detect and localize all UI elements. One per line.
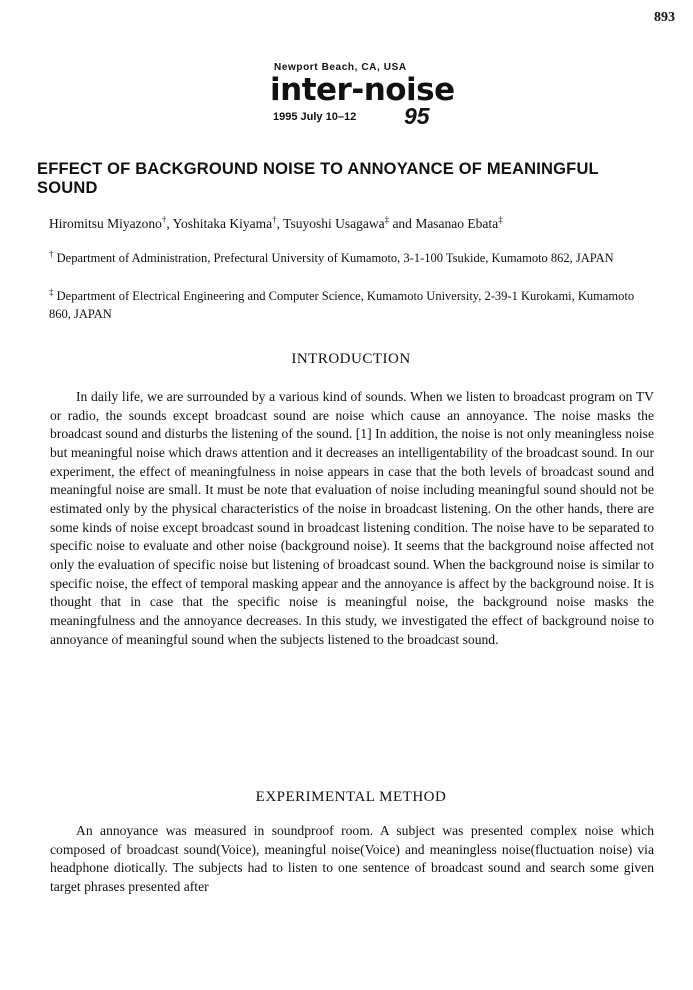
conference-dates: 1995 July 10–12 [273, 111, 357, 123]
author-name: Yoshitaka Kiyama [172, 216, 273, 231]
conference-logo: inter-noise [270, 72, 455, 108]
author-separator: , [166, 216, 173, 231]
affiliation-text: Department of Electrical Engineering and Computer Science, Kumamoto University, 2-39-1 Kurokami, Kumamoto 860, JAPAN [49, 289, 635, 321]
author-affiliation-mark: ‡ [384, 214, 390, 225]
affiliation [49, 249, 659, 267]
affiliation [49, 287, 659, 323]
author-affiliation-mark: ‡ [498, 214, 503, 225]
author-separator: and [389, 216, 416, 231]
introduction-paragraph: In daily life, we are surrounded by a various kind of sounds. When we listen to broadcast program on TV or radio, the sounds except broadcast sound are noise which cause an annoyance. The noise masks the broadcast sound and disturbs the listening of the sound. [1] In addition, the noise is not only meaningless noise but meaningful noise which draws attention and it decreases an intelligentability of the broadcast sound. In our experiment, the effect of meaningfulness in noise appears in case that the both levels of broadcast sound and meaningful noise are small. It must be note that evaluation of noise including meaningful sound should not be estimated only by the physical characteristics of the noise in broadcast listening. On the other hands, there are some kinds of noise except broadcast sound in broadcast listening condition. The noise have to be separated to specific noise to evaluate and other noise (background noise). It seems that the background noise affected not only the evaluation of specific noise but listening of broadcast sound. When the background noise is similar to specific noise, the effect of temporal masking appear and the annoyance is affect by the background noise. It is thought that in case that the specific noise is meaningful noise, the background noise masks the meaningfulness and the annoyance decreases. In this study, we investigated the effect of background noise to annoyance of meaningful sound when the subjects listened to the broadcast sound. [50, 389, 654, 647]
author-name: Hiromitsu Miyazono [49, 216, 162, 231]
affiliation-text: Department of Administration, Prefectural University of Kumamoto, 3-1-100 Tsukide, Kumamoto 862, JAPAN [56, 251, 614, 265]
affiliation-mark: ‡ [49, 286, 54, 297]
author-affiliation-mark: † [272, 214, 277, 225]
author-list [49, 216, 503, 232]
method-paragraph: An annoyance was measured in soundproof room. A subject was presented complex noise which composed of broadcast sound(Voice), meaningful noise(Voice) and meaningless noise(fluctuation noise) via headphone diotically. The subjects had to listen to one sentence of broadcast sound and search some given target phrases presented after [50, 823, 654, 894]
author-name: Tsuyoshi Usagawa [283, 216, 385, 231]
conference-location: Newport Beach, CA, USA [274, 62, 407, 73]
section-heading-introduction: INTRODUCTION [291, 351, 411, 367]
page-number: 893 [654, 10, 675, 25]
conference-year: 95 [404, 103, 430, 129]
author-separator: , [276, 216, 284, 231]
section-heading-method: EXPERIMENTAL METHOD [255, 789, 447, 805]
author-name: Masanao Ebata [415, 216, 499, 231]
paper-title: EFFECT OF BACKGROUND NOISE TO ANNOYANCE OF MEANINGFUL SOUND [37, 160, 599, 197]
author-affiliation-mark: † [161, 214, 167, 225]
affiliation-mark: † [49, 248, 54, 259]
